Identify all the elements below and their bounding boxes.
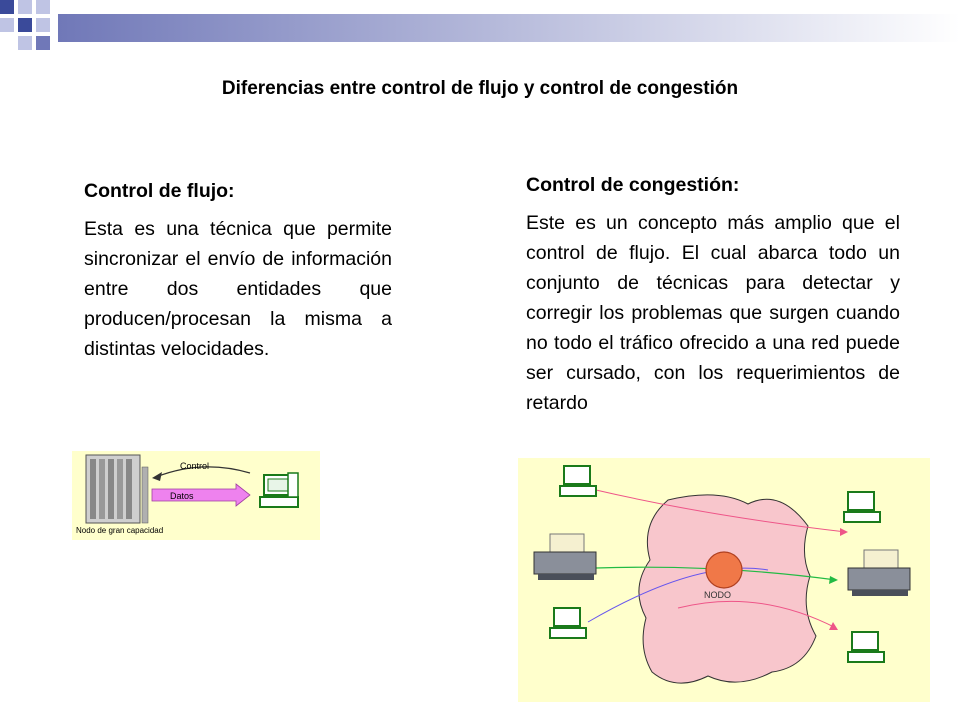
congestion-control-section [526,170,900,418]
computer-icon-top-left [560,466,596,496]
node-circle [706,552,742,588]
congestion-control-heading: Control de congestión: [526,174,740,196]
computer-icon-bottom-right [848,632,884,662]
server-rack-icon [86,455,148,523]
congestion-control-text: Este es un concepto más amplio que el control de flujo. El cual abarca todo un conjunto de técnicas para detectar y corregir los problemas que surgen cuando no todo el tráfico ofrecido a una red puede ser cursado, con los requerimientos de retardo [526,212,900,414]
flow-control-diagram [72,451,320,540]
network-cloud [639,495,816,683]
congestion-control-diagram [518,458,930,702]
computer-icon [260,473,298,507]
node-label: Nodo de gran capacidad [76,526,164,535]
computer-icon-top-right [844,492,880,522]
flow-control-section [84,176,392,364]
flow-control-heading: Control de flujo: [84,180,235,202]
header-decoration [0,0,960,60]
control-label: Control [180,461,210,471]
flow-control-text: Esta es una técnica que permite sincronizar el envío de información entre dos entidades que producen/procesan la misma a distintas velocidades. [84,218,392,360]
node-text: NODO [704,590,731,600]
data-label: Datos [170,491,194,501]
computer-icon-bottom-left [550,608,586,638]
slide-title: Diferencias entre control de flujo y control de congestión [221,78,739,99]
